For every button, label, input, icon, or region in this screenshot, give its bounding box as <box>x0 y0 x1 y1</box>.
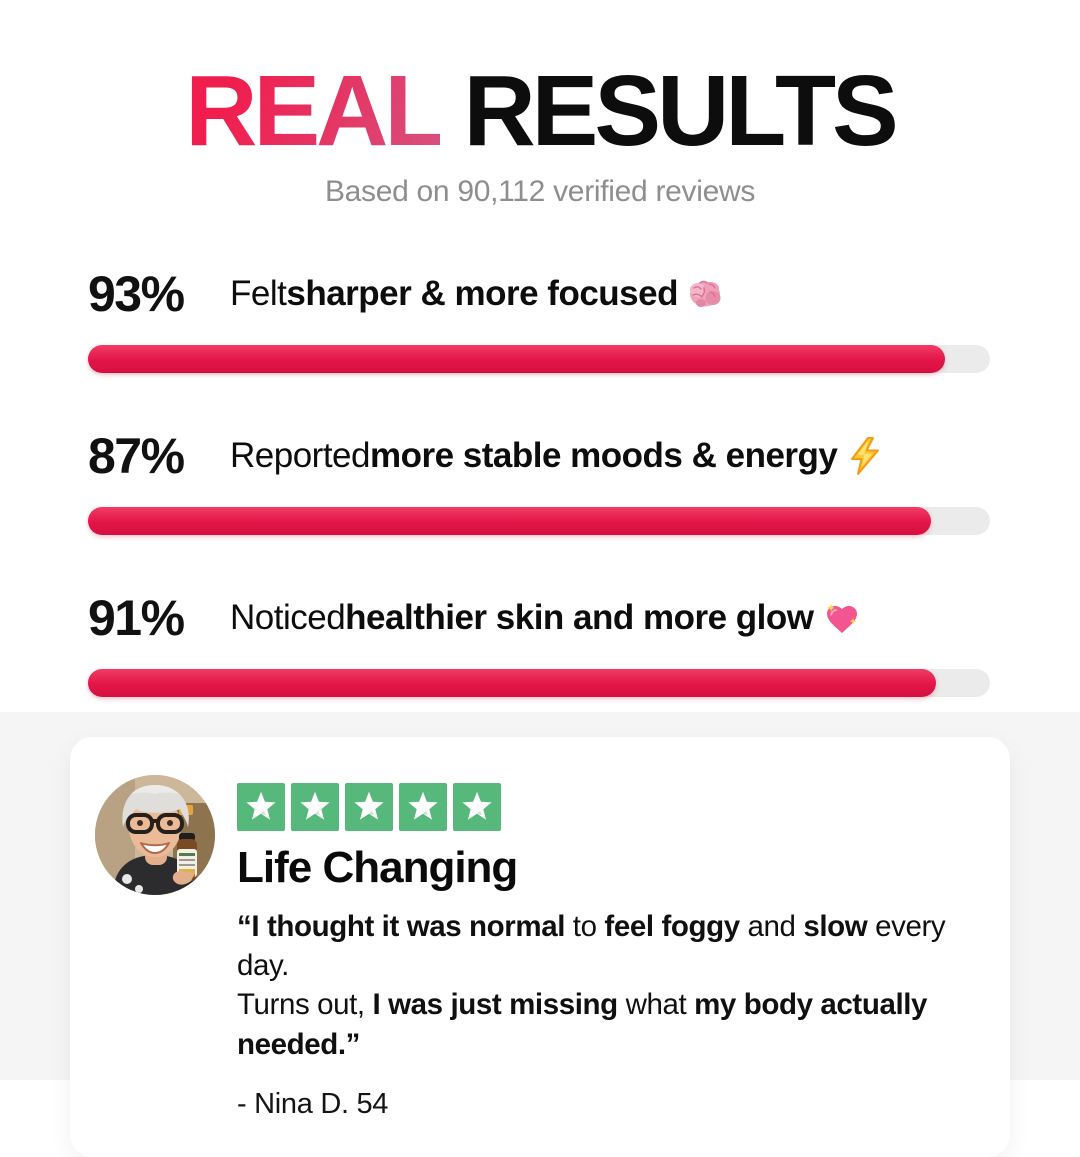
review-content <box>237 775 976 1157</box>
review-quote <box>237 907 976 1064</box>
text-segment: Reported <box>230 436 370 475</box>
header <box>0 0 1080 209</box>
progress-fill <box>88 507 931 535</box>
text-segment: what <box>617 988 695 1022</box>
stats-list <box>88 263 990 697</box>
stat-head <box>88 587 990 649</box>
star-rating <box>237 783 976 831</box>
stat-label <box>230 598 814 638</box>
stat-label <box>230 274 678 314</box>
progress-track <box>88 345 990 373</box>
text-segment: healthier skin and more glow <box>345 598 814 637</box>
text-segment: feel foggy <box>604 910 740 943</box>
text-segment: and <box>739 910 804 943</box>
trustpilot-star-icon <box>399 783 447 831</box>
text-segment: Turns out, <box>237 988 373 1022</box>
trustpilot-star-icon <box>345 783 393 831</box>
review-attribution: - Nina D. 54 <box>237 1087 389 1120</box>
progress-fill <box>88 669 936 697</box>
stat-row-focus <box>88 263 990 373</box>
trustpilot-star-icon <box>237 783 285 831</box>
text-segment: to <box>565 910 605 943</box>
review-card <box>70 737 1010 1157</box>
progress-track <box>88 507 990 535</box>
stat-head <box>88 425 990 487</box>
review-title: Life Changing <box>237 843 518 892</box>
stat-row-skin <box>88 587 990 697</box>
stat-row-moods <box>88 425 990 535</box>
trustpilot-star-icon <box>291 783 339 831</box>
trustpilot-star-icon <box>453 783 501 831</box>
text-segment: “I thought it was normal <box>237 910 566 943</box>
text-segment: my body actually needed.” <box>237 988 928 1061</box>
stat-label <box>230 436 837 476</box>
stat-head <box>88 263 990 325</box>
stat-percent: 91% <box>88 590 184 646</box>
subtitle-review-count: Based on 90,112 verified reviews <box>324 175 756 208</box>
text-segment: Noticed <box>230 598 346 637</box>
text-segment: every day. <box>237 910 946 983</box>
page-title-accent: REAL <box>185 55 440 167</box>
text-segment: slow <box>803 910 868 943</box>
text-segment: sharper & more focused <box>286 274 678 313</box>
progress-track <box>88 669 990 697</box>
stat-percent: 93% <box>88 266 184 322</box>
reviewer-avatar <box>95 775 215 895</box>
progress-fill <box>88 345 945 373</box>
text-segment: more stable moods & energy <box>369 436 838 475</box>
text-segment: Felt <box>230 274 287 313</box>
brain-icon <box>686 274 726 314</box>
page-title-rest: RESULTS <box>463 55 895 167</box>
page-title <box>0 55 1080 167</box>
text-segment: I was just missing <box>372 988 618 1022</box>
stat-percent: 87% <box>88 428 184 484</box>
lightning-icon <box>845 436 885 476</box>
sparkling-heart-icon <box>822 598 862 638</box>
